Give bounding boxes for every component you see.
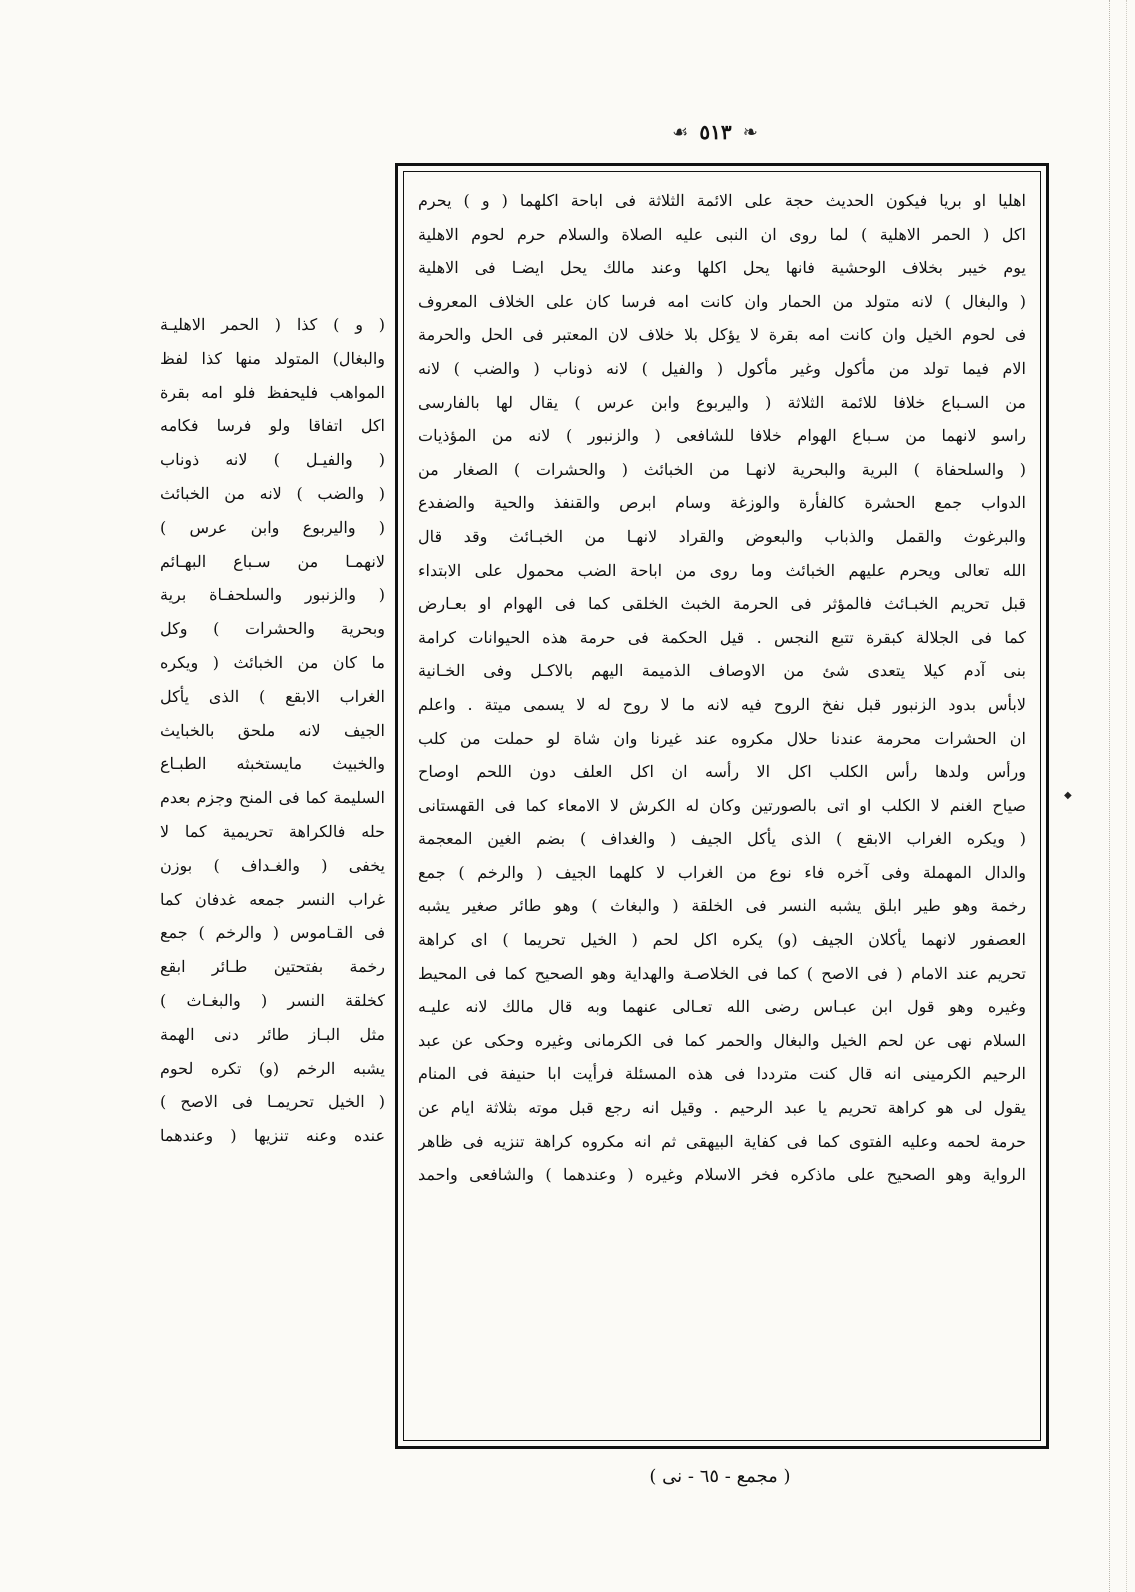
side-text-line: والبغال) المتولد منها كذا لفظ: [160, 348, 385, 368]
main-text-line: الرواية وهو الصحيح على ماذكره فخر الاسلام وغيره ( وعندهما ) والشافعى واحمد: [418, 1165, 1026, 1185]
main-text-line: الرحيم الكرمينى انه قال كنت مترددا فى هذه المسئلة فرأيت ابا حنيفة فى المنام: [418, 1064, 1026, 1084]
side-text-line: يشبه الرخم (و) تكره لحوم: [160, 1058, 385, 1078]
side-text-line: عنده وعنه تنزيها ( وعندهما: [160, 1126, 385, 1146]
main-text-line: اهليا او بريا فيكون الحديث حجة على الائمة الثلاثة فى اباحة اكلهما ( و ) يحرم: [418, 191, 1026, 210]
side-text-line: الجيف لانه ملحق بالخبايث: [160, 720, 385, 740]
side-text-line: وبحرية والحشرات ) وكل: [160, 619, 385, 639]
main-text-line: السلام نهى عن لحم الخيل والبغال والحمر كما فى الكرمانى وغيره وحكى عن عبد: [418, 1030, 1026, 1050]
side-text-line: السليمة كما فى المنح وجزم بعدم: [160, 788, 385, 808]
main-text-line: الله تعالى ويحرم عليهم الخبائث وما روى من اباحة الضب محمول على الابتداء: [418, 560, 1026, 580]
main-text-line: العصفور لانهما يأكلان الجيف (و) يكره اكل لحم ( الخيل تحريما ) اى كراهة: [418, 930, 1026, 950]
main-text-line: ان الحشرات محرمة عندنا حلال مكروه عند غيرنا وان شاة لو حملت من كلب: [418, 728, 1026, 748]
main-text-line: فى لحوم الخيل وان كانت امه بقرة لا يؤكل بلا خلاف لان المعتبر فى الحل والحرمة: [418, 325, 1026, 345]
side-text-line: ( والضب ) لانه من الخبائث: [160, 483, 385, 503]
main-text-line: حرمة لحمه وعليه الفتوى كما فى كفاية البيهقى ثم انه مكروه كراهة تنزيه فى ظاهر: [418, 1131, 1026, 1151]
side-text-line: حله فالكراهة تحريمية كما لا: [160, 821, 385, 841]
main-text-line: راسو لانهما من سـباع الهوام خلافا للشافعى ( والزنبور ) لانه من المؤذيات: [418, 426, 1026, 446]
margin-marker-icon: ◆: [1064, 790, 1072, 801]
side-text-line: ( الخيل تحريمـا فى الاصح ): [160, 1092, 385, 1112]
side-commentary: [160, 308, 385, 1153]
main-text-body: [403, 171, 1041, 1441]
side-text-line: ( واليربوع وابن عرس ): [160, 517, 385, 537]
side-text-line: ( و ) كذا ( الحمر الاهليـة: [160, 315, 385, 334]
side-text-line: المواهب فليحفظ فلو امه بقرة: [160, 382, 385, 402]
side-text-line: لانهمـا من سـباع البهـائم: [160, 551, 385, 571]
main-text-line: قبل تحريم الخبـائث فالمؤثر فى الحرمة الخبث الخلقى كما فى الهوام او بعـارض: [418, 594, 1026, 614]
main-text-line: والدال المهملة وفى آخره فاء نوع من الغراب لا كلهما الجيف ( والرخم ) جمع: [418, 862, 1026, 882]
side-text-line: الغراب الابقع ) الذى يأكل: [160, 686, 385, 706]
main-text-line: اكل ( الحمر الاهلية ) لما روى ان النبى عليه الصلاة والسلام حرم لحوم الاهلية: [418, 224, 1026, 244]
main-text-line: ( والسلحفاة ) البرية والبحرية لانهـا من الخبائث ( والحشرات ) الصغار من: [418, 459, 1026, 479]
main-text-line: يوم خيبر بخلاف الوحشية فانها يحل اكلها وعند مالك يحل ايضـا فى الاهلية: [418, 258, 1026, 278]
main-text-line: صياح الغنم لا الكلب او اتى بالصورتين وكان له الكرش لا الامعاء كما فى القهستانى: [418, 795, 1026, 815]
ornament-left-icon: ☙: [672, 121, 689, 143]
main-text-line: والبرغوث والقمل والذباب والبعوض والقراد لانهـا من الخبـائث وقد قال: [418, 526, 1026, 546]
main-text-line: ( والبغال ) لانه متولد من الحمار وان كانت امه فرسا كان على الخلاف المعروف: [418, 291, 1026, 311]
main-text-line: كما فى الجلالة كبقرة تتبع النجس . قيل الحكمة فى حرمة هذه الحيوانات كرامة: [418, 627, 1026, 647]
main-text-line: وغيره وهو قول ابن عبـاس رضى الله تعـالى عنهما وبه قال مالك لانه عليـه: [418, 997, 1026, 1017]
page-header: [630, 120, 800, 150]
page-edge: [1109, 0, 1127, 1592]
page-footer-signature: ( مجمع - ٦٥ - نى ): [649, 1466, 791, 1487]
main-text-line: الام فيما تولد من مأكول وغير مأكول ( والفيل ) لانه ذوناب ( والضب ) لانه: [418, 358, 1026, 378]
main-text-line: يقول لى هو كراهة تحريم يا عبد الرحيم . وقيل انه رجع قبل موته بثلاثة ايام عن: [418, 1098, 1026, 1118]
side-text-line: رخمة بفتحتين طـائر ابقع: [160, 957, 385, 977]
side-text-line: اكل اتفاقا ولو فرسا فكامه: [160, 416, 385, 436]
side-text-line: ( والزنبور والسلحفـاة برية: [160, 585, 385, 605]
main-text-line: تحريم عند الامام ( فى الاصح ) كما فى الخلاصـة والهداية وهو الصحيح كما فى المحيط: [418, 963, 1026, 983]
side-text-line: والخبيث مايستخبثه الطبـاع: [160, 754, 385, 774]
main-text-frame: [395, 163, 1049, 1449]
main-text-line: ( ويكره الغراب الابقع ) الذى يأكل الجيف ( والغداف ) بضم الغين المعجمة: [418, 829, 1026, 849]
main-text-line: من السـباع خلافا للائمة الثلاثة ( واليربوع وابن عرس ) يقال لها بالفارسى: [418, 392, 1026, 412]
side-text-line: ( والفيـل ) لانه ذوناب: [160, 450, 385, 470]
main-text-line: رخمة وهو طير ابلق يشبه النسر فى الخلقة ( والبغاث ) وهو طائر صغير يشبه: [418, 896, 1026, 916]
page-number: ٥١٣: [699, 120, 732, 144]
main-text-line: بنى آدم كيلا يتعدى شئ من الاوصاف الذميمة اليهم بالاكـل وفى الخـانية: [418, 661, 1026, 681]
main-text-line: ورأس ولدها رأس الكلب اكل الا رأسه ان اكل العلف دون اللحم اوصاح: [418, 762, 1026, 782]
side-text-line: يخفى ( والغـداف ) بوزن: [160, 855, 385, 875]
main-text-line: لابأس بدود الزنبور قبل نفخ الروح فيه لانه ما لا روح له لا يسمى ميتة . واعلم: [418, 694, 1026, 714]
main-text-line: الدواب جمع الحشرة كالفأرة والوزغة وسام ابرص والقنفذ والحية والضفدع: [418, 493, 1026, 513]
side-text-line: مثل البـاز طائر دنى الهمة: [160, 1024, 385, 1044]
ornament-right-icon: ❧: [742, 121, 758, 143]
side-text-line: فى القـاموس ( والرخم ) جمع: [160, 923, 385, 943]
side-text-line: ما كان من الخبائث ( ويكره: [160, 652, 385, 672]
side-text-line: غراب النسر جمعه غدفان كما: [160, 889, 385, 909]
side-text-line: كخلقة النسر ( والبغـاث ): [160, 990, 385, 1010]
